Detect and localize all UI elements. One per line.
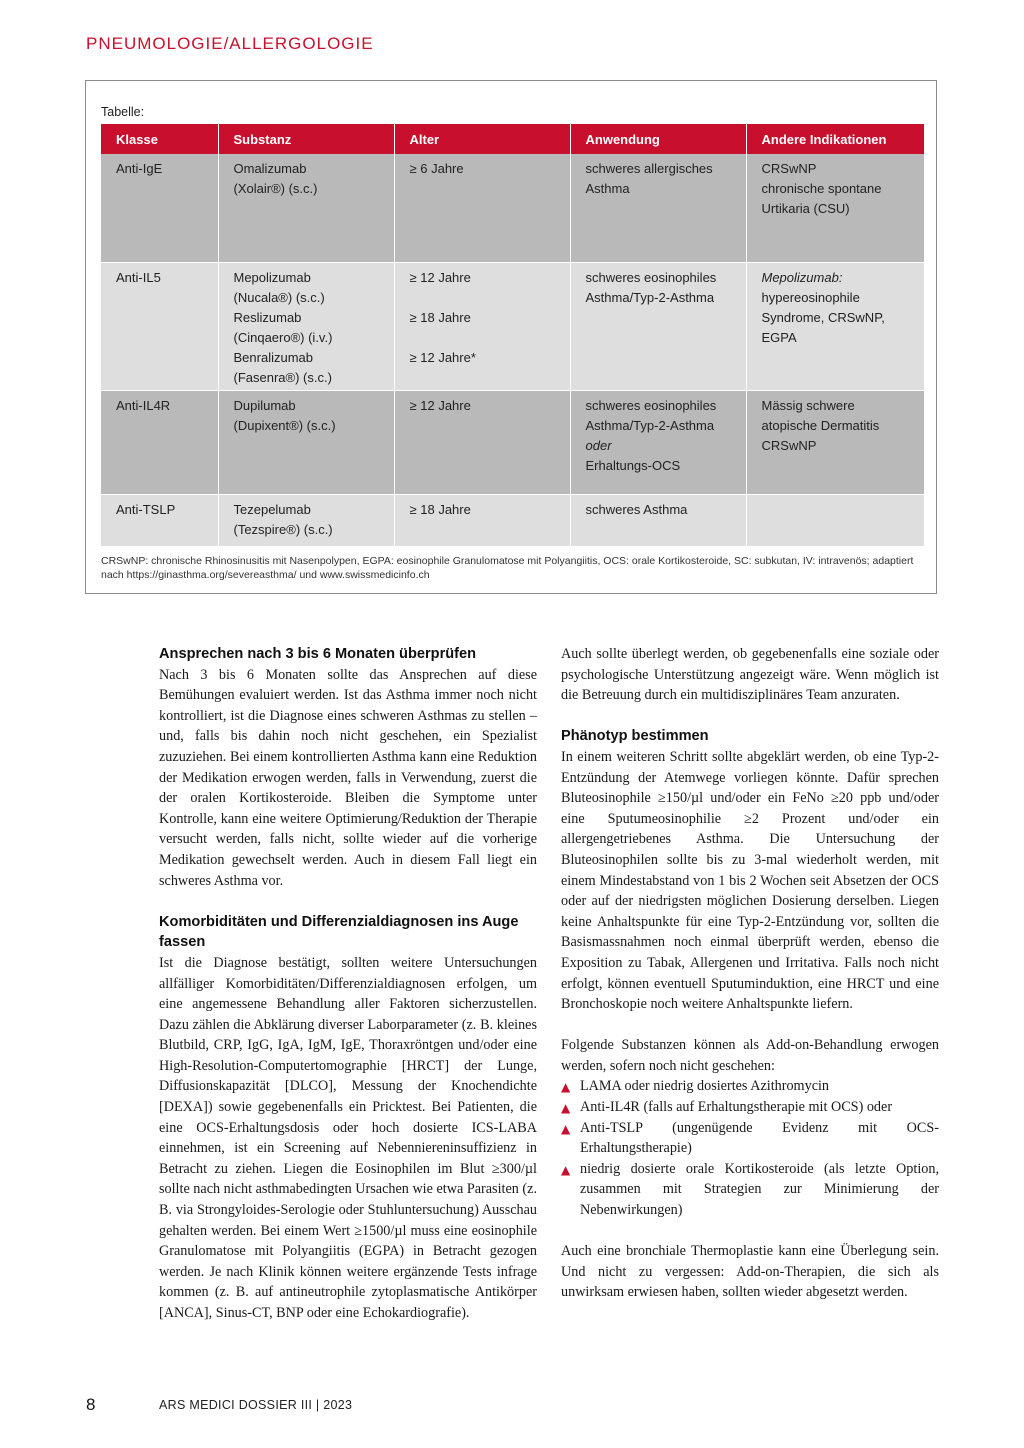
publication-footer: ARS MEDICI DOSSIER III | 2023 xyxy=(159,1398,353,1412)
paragraph-thermoplastie: Auch eine bronchiale Thermoplastie kann eine Überlegung sein. Und nicht zu vergessen: Add-on-Therapien, die sich als unwirksam erwiesen haben, sollten wieder abgesetzt werden. xyxy=(561,1243,939,1301)
paragraph-unterstuetzung: Auch sollte überlegt werden, ob gegebenenfalls eine soziale oder psychologische Unterstützung angezeigt wäre. Wenn möglich ist die Betreuung durch ein multidisziplinäres Team anzuraten. xyxy=(561,646,939,704)
cell-indikationen: CRSwNP chronische spontane Urtikaria (CSU) xyxy=(746,154,924,263)
triangle-bullet-icon: ▲ xyxy=(561,1162,571,1177)
cell-alter: ≥ 18 Jahre xyxy=(394,495,570,547)
list-item: ▲ Anti-TSLP (ungenügende Evidenz mit OCS-Erhaltungstherapie) xyxy=(561,1119,939,1157)
cell-anwendung: schweres Asthma xyxy=(570,495,746,547)
drug-table xyxy=(101,124,924,547)
heading-phaenotyp: Phänotyp bestimmen xyxy=(561,728,709,745)
triangle-bullet-icon: ▲ xyxy=(561,1080,571,1095)
right-column xyxy=(561,644,939,1303)
cell-alter: ≥ 6 Jahre xyxy=(394,154,570,263)
cell-anwendung: schweres eosinophiles Asthma/Typ-2-Asthma xyxy=(570,263,746,391)
left-column xyxy=(159,644,537,1324)
triangle-bullet-icon: ▲ xyxy=(561,1101,571,1116)
cell-substanz: Omalizumab (Xolair®) (s.c.) xyxy=(218,154,394,263)
table-row xyxy=(101,391,924,495)
list-item: ▲ LAMA oder niedrig dosiertes Azithromycin xyxy=(561,1076,939,1097)
cell-anwendung: schweres allergisches Asthma xyxy=(570,154,746,263)
cell-indikationen xyxy=(746,495,924,547)
triangle-bullet-icon: ▲ xyxy=(561,1121,571,1136)
paragraph-komorbiditaeten: Ist die Diagnose bestätigt, sollten weitere Untersuchungen allfälliger Komorbiditäten/Differenzialdiagnosen erfolgen, um eine angemessene Behandlung aller Faktoren sicherzustellen. Dazu zählen die Abklärung diverser Laborparameter (z. B. kleines Blutbild, CRP, IgG, IgA, IgM, IgE, Thoraxröntgen und/oder eine High-Resolution-Computertomographie [HRCT] der Lunge, Diffusionskapazität [DLCO], Messung der Knochendichte [DEXA]) sowie gegebenenfalls ein Pricktest. Bei Patienten, die eine OCS-Erhaltungsdosis oder hoch dosierte ICS-LABA einnehmen, ist ein Screening auf Nebenniereninsuffizienz in Betracht zu ziehen. Liegen die Eosinophilen im Blut ≥300/µl sollte nach nicht asthmabedingten Ursachen wie etwa Parasiten (z. B. via Strongyloides-Serologie oder Stuhluntersuchung) Ausschau gehalten werden. Bei einem Wert ≥1500/µl muss eine eosinophile Granulomatose mit Polyangiitis (EGPA) in Betracht gezogen werden. Je nach Klinik können weitere ergänzende Tests infrage kommen (z. B. auf antineutrophile zytoplasmatische Antikörper [ANCA], Sinus-CT, BNP oder eine Echokardiografie). xyxy=(159,954,537,1321)
heading-komorbiditaeten: Komorbiditäten und Differenzialdiagnosen ins Auge fassen xyxy=(159,913,519,951)
cell-alter: ≥ 12 Jahre xyxy=(394,391,570,495)
list-item: ▲ niedrig dosierte orale Kortikosteroide (als letzte Option, zusammen mit Strategien zur Minimierung der Nebenwirkungen) xyxy=(561,1160,939,1219)
paragraph-ansprechen: Nach 3 bis 6 Monaten sollte das Ansprechen auf diese Bemühungen evaluiert werden. Ist das Asthma immer noch nicht kontrolliert, ist die Diagnose eines schweren Asthmas zu stellen – und, falls bis dahin noch nicht geschehen, ein Spezialist zuzuziehen. Bei einem kontrollierten Asthma kann eine Reduktion der Medikation erwogen werden, falls in Verwendung, zuerst die der oralen Kortikosteroide. Bleiben die Symptome unter Kontrolle, kann eine weitere Optimierung/Reduktion der Therapie versucht werden, falls nicht, sollte wieder auf die vorherige Medikation gewechselt werden. Auch in diesem Fall liegt ein schweres Asthma vor. xyxy=(159,666,537,889)
table-row xyxy=(101,263,924,391)
cell-klasse: Anti-IgE xyxy=(101,154,218,263)
cell-klasse: Anti-TSLP xyxy=(101,495,218,547)
cell-anwendung: schweres eosinophiles Asthma/Typ-2-Asthma oder Erhaltungs-OCS xyxy=(570,391,746,495)
cell-alter: ≥ 12 Jahre ≥ 18 Jahre ≥ 12 Jahre* xyxy=(394,263,570,391)
list-item: ▲ Anti-IL4R (falls auf Erhaltungstherapie mit OCS) oder xyxy=(561,1097,939,1118)
table-row xyxy=(101,154,924,263)
col-header-anwendung: Anwendung xyxy=(570,124,746,154)
table-caption: Tabelle: xyxy=(101,105,145,119)
cell-indikationen: Mässig schwere atopische Dermatitis CRSwNP xyxy=(746,391,924,495)
table-footnote: CRSwNP: chronische Rhinosinusitis mit Nasenpolypen, EGPA: eosinophile Granulomatose mit Polyangiitis, OCS: orale Kortikosteroide, SC: subkutan, IV: intravenös; adaptiert nach https://ginasthma.org/severeasthma/ und www.swissmedicinfo.ch xyxy=(101,555,914,581)
cell-indikationen: Mepolizumab: hypereosinophile Syndrome, CRSwNP, EGPA xyxy=(746,263,924,391)
col-header-klasse: Klasse xyxy=(101,124,218,154)
col-header-alter: Alter xyxy=(394,124,570,154)
paragraph-phaenotyp: In einem weiteren Schritt sollte abgeklärt werden, ob eine Typ-2-Entzündung der Atemwege vorliegen könnte. Dafür sprechen Bluteosinophile ≥150/µl und/oder ein FeNo ≥20 ppb und/oder eine Sputumeosinophilie ≥2 Prozent und/oder ein allergengetriebenes Asthma. Die Untersuchung der Bluteosinophilen sollte bis zu 3-mal wiederholt werden, mit einem Mindestabstand von 1 bis 2 Wochen seit Absetzen der OCS oder auf der niedrigsten möglichen Dosierung derselben. Liegen keine Anhaltspunkte für eine Typ-2-Entzündung vor, sollten die Basismassnahmen noch einmal überprüft werden, ebenso die Exposition zu Tabak, Allergenen und Irritativa. Falls noch nicht erfolgt, können eventuell Sputuminduktion, eine HRCT und eine Bronchoskopie noch weitere Anhaltspunkte liefern. xyxy=(561,748,939,1013)
section-title: PNEUMOLOGIE/ALLERGOLOGIE xyxy=(86,34,374,53)
heading-ansprechen: Ansprechen nach 3 bis 6 Monaten überprüfen xyxy=(159,646,477,662)
page-number: 8 xyxy=(86,1395,96,1414)
cell-substanz: Mepolizumab (Nucala®) (s.c.) Reslizumab (Cinqaero®) (i.v.) Benralizumab (Fasenra®) (s.c.) xyxy=(218,263,394,391)
cell-substanz: Dupilumab (Dupixent®) (s.c.) xyxy=(218,391,394,495)
cell-substanz: Tezepelumab (Tezspire®) (s.c.) xyxy=(218,495,394,547)
cell-klasse: Anti-IL5 xyxy=(101,263,218,391)
add-on-list xyxy=(561,1076,939,1220)
table-header-row xyxy=(101,124,924,154)
cell-klasse: Anti-IL4R xyxy=(101,391,218,495)
col-header-indikationen: Andere Indikationen xyxy=(746,124,924,154)
table-box xyxy=(85,80,937,594)
col-header-substanz: Substanz xyxy=(218,124,394,154)
paragraph-add-on-intro: Folgende Substanzen können als Add-on-Behandlung erwogen werden, sofern noch nicht geschehen: xyxy=(561,1037,939,1074)
table-row xyxy=(101,495,924,547)
